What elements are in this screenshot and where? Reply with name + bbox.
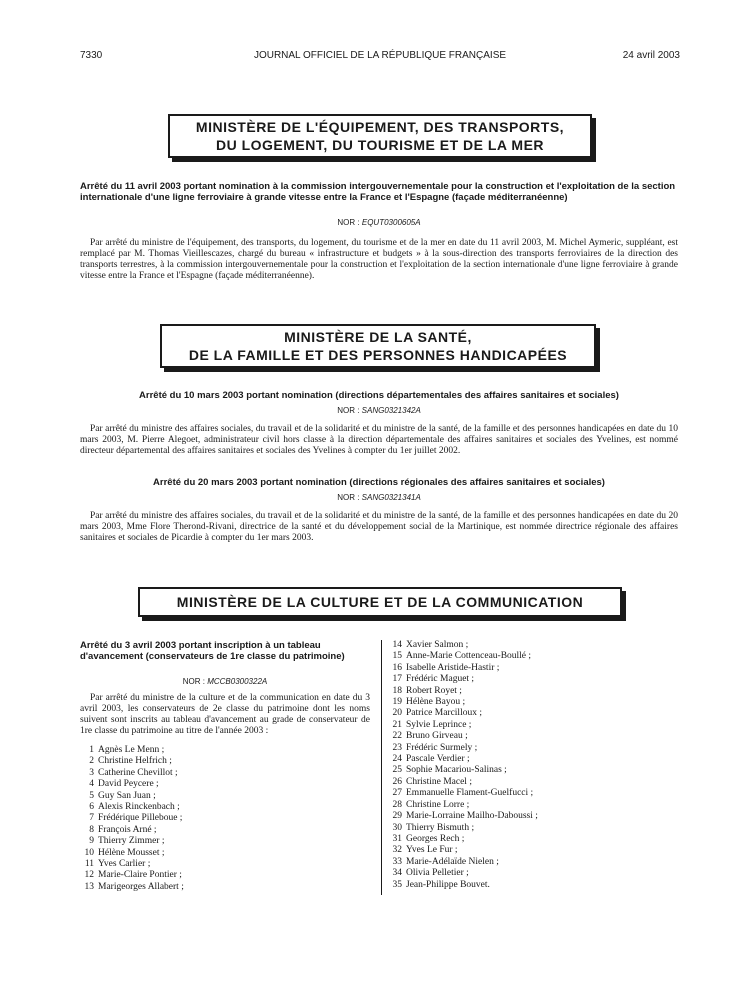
list-item — [80, 848, 370, 859]
item-number: 24 — [392, 754, 402, 765]
list-item — [80, 859, 370, 870]
item-number: 6 — [89, 802, 94, 813]
item-number: 30 — [392, 822, 402, 833]
list-item — [388, 811, 678, 822]
column-divider — [381, 640, 382, 895]
conservateurs-list-left — [80, 745, 370, 893]
item-name: Alexis Rinckenbach ; — [98, 802, 180, 813]
arrete-body: Par arrêté du ministre des affaires sociales, du travail et de la solidarité et du ministre de la santé, de la famille et des personnes handicapées en date du 20 mars 2003, Mme Flore Therond-Rivani, directrice de la santé et du développement social de la Martinique, est nommée directrice régionale des affaires sanitaires et sociales de Picardie à compter du 1er mars 2003. — [80, 511, 678, 543]
item-name: Marie-Claire Pontier ; — [98, 870, 182, 881]
ministry-box-culture — [138, 587, 622, 617]
nor-label: NOR : — [337, 406, 360, 415]
item-name: Marie-Adélaïde Nielen ; — [406, 856, 499, 867]
list-item — [388, 697, 678, 708]
item-number: 27 — [392, 788, 402, 799]
nor-code: EQUT0300605A — [361, 218, 421, 227]
list-item — [388, 640, 678, 651]
item-name: Yves Carlier ; — [98, 859, 151, 870]
item-name: Hélène Bayou ; — [406, 697, 466, 708]
ministry-title-line1: MINISTÈRE DE L'ÉQUIPEMENT, DES TRANSPORTS, — [195, 119, 565, 135]
item-name: Marigeorges Allabert ; — [98, 881, 184, 892]
item-number: 11 — [84, 859, 94, 870]
list-item — [388, 754, 678, 765]
item-name: Sylvie Leprince ; — [406, 719, 472, 730]
item-number: 32 — [392, 845, 402, 856]
item-name: Patrice Marcilloux ; — [406, 708, 482, 719]
nor-code: SANG0321342A — [361, 406, 421, 415]
list-item — [388, 834, 678, 845]
item-number: 22 — [392, 731, 402, 742]
item-number: 8 — [89, 824, 94, 835]
conservateurs-list-right — [388, 640, 678, 891]
item-number: 23 — [392, 742, 402, 753]
list-item — [80, 882, 370, 893]
item-number: 1 — [89, 745, 94, 755]
item-name: Hélène Mousset ; — [98, 847, 165, 858]
item-name: Thierry Zimmer ; — [98, 836, 165, 847]
item-number: 12 — [84, 870, 94, 881]
list-item — [388, 720, 678, 731]
item-number: 34 — [392, 868, 402, 879]
list-item — [388, 857, 678, 868]
arrete-body: Par arrêté du ministre de la culture et de la communication en date du 3 avril 2003, les conservateurs de 2e classe du patrimoine dont les noms suivent sont inscrits au tableau d'avancement au grade de conservateur de 1re classe du patrimoine au titre de l'année 2003 : — [80, 693, 370, 736]
list-item — [80, 802, 370, 813]
item-name: Pascale Verdier ; — [406, 754, 470, 765]
list-item — [388, 674, 678, 685]
list-item — [388, 868, 678, 879]
list-item — [388, 663, 678, 674]
item-number: 19 — [392, 697, 402, 708]
item-name: David Peycere ; — [98, 779, 159, 790]
item-name: Emmanuelle Flament-Guelfucci ; — [406, 788, 534, 799]
arrete-title: Arrêté du 10 mars 2003 portant nomination (directions départementales des affaires sanitaires et sociales) — [139, 390, 619, 401]
arrete-body: Par arrêté du ministre de l'équipement, des transports, du logement, du tourisme et de la mer en date du 11 avril 2003, M. Michel Aymeric, suppléant, est remplacé par M. Thomas Vieillescazes, chargé du bureau « infrastructure et budgets » à la sous-direction des transports ferroviaires de la direction des transports terrestres, à la commission intergouvernementale pour la construction et l'exploitation de la section internationale d'une ligne ferroviaire à grande vitesse entre la France et l'Espagne (façade méditerranéenne). — [80, 238, 678, 281]
item-name: Frédéric Surmely ; — [406, 742, 478, 753]
nor-label: NOR : — [182, 677, 205, 686]
item-name: Anne-Marie Cottenceau-Boullé ; — [406, 651, 532, 662]
nor-reference — [80, 406, 678, 415]
arrete-body: Par arrêté du ministre des affaires sociales, du travail et de la solidarité et du ministre de la santé, de la famille et des personnes handicapées en date du 10 mars 2003, M. Pierre Alegoet, administrateur civil hors classe à la direction départementale des affaires sanitaires et sociales des Yvelines, est nommé directeur départemental des affaires sanitaires et sociales des Yvelines à compter du 1er juillet 2002. — [80, 424, 678, 456]
item-name: Christine Helfrich ; — [98, 756, 172, 767]
list-item — [388, 800, 678, 811]
nor-label: NOR : — [337, 218, 360, 227]
item-name: Isabelle Aristide-Hastir ; — [406, 662, 500, 673]
list-item — [388, 708, 678, 719]
item-name: Agnès Le Menn ; — [98, 745, 165, 755]
item-name: Yves Le Fur ; — [406, 845, 458, 856]
item-name: Marie-Lorraine Mailho-Daboussi ; — [406, 811, 538, 822]
item-name: Frédéric Maguet ; — [406, 674, 475, 685]
item-name: Olivia Pelletier ; — [406, 868, 469, 879]
list-item — [388, 765, 678, 776]
item-number: 21 — [392, 719, 402, 730]
item-number: 5 — [89, 790, 94, 801]
item-number: 33 — [392, 856, 402, 867]
item-name: Christine Macel ; — [406, 776, 472, 787]
item-number: 13 — [84, 881, 94, 892]
list-item — [80, 870, 370, 881]
item-name: Bruno Girveau ; — [406, 731, 468, 742]
arrete-title: Arrêté du 11 avril 2003 portant nomination à la commission intergouvernementale pour la construction et l'exploitation de la section internationale d'une ligne ferroviaire à grande vitesse entre la France et l'Espagne (façade méditerranéenne) — [80, 181, 676, 203]
list-item — [388, 731, 678, 742]
item-number: 35 — [392, 879, 402, 890]
item-number: 28 — [392, 799, 402, 810]
item-number: 20 — [392, 708, 402, 719]
nor-reference — [80, 493, 678, 502]
item-name: Xavier Salmon ; — [406, 640, 469, 650]
nor-code: MCCB0300322A — [207, 677, 268, 686]
list-item — [80, 745, 370, 756]
item-name: Catherine Chevillot ; — [98, 767, 178, 778]
nor-reference — [80, 677, 370, 686]
nor-label: NOR : — [337, 493, 360, 502]
ministry-title-line2: DE LA FAMILLE ET DES PERSONNES HANDICAPÉES — [188, 347, 568, 363]
item-number: 29 — [392, 811, 402, 822]
item-name: Jean-Philippe Bouvet. — [406, 879, 490, 890]
page-number: 7330 — [80, 50, 103, 61]
item-number: 4 — [89, 779, 94, 790]
item-name: Thierry Bismuth ; — [406, 822, 475, 833]
item-number: 7 — [89, 813, 94, 824]
list-item — [388, 743, 678, 754]
list-item — [80, 825, 370, 836]
item-number: 9 — [89, 836, 94, 847]
list-item — [388, 651, 678, 662]
list-item — [388, 686, 678, 697]
list-item — [388, 777, 678, 788]
issue-date: 24 avril 2003 — [622, 50, 680, 61]
list-item — [80, 836, 370, 847]
running-header — [80, 50, 680, 64]
item-number: 2 — [89, 756, 94, 767]
nor-reference — [80, 218, 678, 227]
arrete-title: Arrêté du 3 avril 2003 portant inscription à un tableau d'avancement (conservateurs de 1re classe du patrimoine) — [80, 640, 345, 662]
item-name: François Arné ; — [98, 824, 157, 835]
item-number: 10 — [84, 847, 94, 858]
item-number: 15 — [392, 651, 402, 662]
ministry-title-line1: MINISTÈRE DE LA SANTÉ, — [284, 329, 472, 345]
item-number: 17 — [392, 674, 402, 685]
list-item — [388, 823, 678, 834]
item-number: 31 — [392, 833, 402, 844]
item-number: 14 — [392, 640, 402, 650]
list-item — [388, 845, 678, 856]
ministry-title-line2: DU LOGEMENT, DU TOURISME ET DE LA MER — [215, 137, 545, 153]
ministry-title-line1: MINISTÈRE DE LA CULTURE ET DE LA COMMUNICATION — [176, 594, 584, 610]
list-item — [80, 791, 370, 802]
item-number: 16 — [392, 662, 402, 673]
list-item — [80, 768, 370, 779]
arrete-title: Arrêté du 20 mars 2003 portant nomination (directions régionales des affaires sanitaires et sociales) — [153, 477, 605, 488]
nor-code: SANG0321341A — [361, 493, 421, 502]
ministry-box-sante — [160, 324, 596, 368]
list-item — [388, 880, 678, 891]
item-name: Frédérique Pilleboue ; — [98, 813, 183, 824]
item-name: Robert Royet ; — [406, 685, 462, 696]
journal-title: JOURNAL OFFICIEL DE LA RÉPUBLIQUE FRANÇAISE — [253, 50, 507, 61]
list-item — [388, 788, 678, 799]
item-number: 26 — [392, 776, 402, 787]
list-item — [80, 813, 370, 824]
item-name: Georges Rech ; — [406, 833, 465, 844]
item-name: Guy San Juan ; — [98, 790, 156, 801]
list-item — [80, 779, 370, 790]
item-number: 3 — [89, 767, 94, 778]
ministry-box-equipement — [168, 114, 592, 158]
item-number: 25 — [392, 765, 402, 776]
item-name: Sophie Macariou-Salinas ; — [406, 765, 507, 776]
item-name: Christine Lorre ; — [406, 799, 470, 810]
item-number: 18 — [392, 685, 402, 696]
list-item — [80, 756, 370, 767]
